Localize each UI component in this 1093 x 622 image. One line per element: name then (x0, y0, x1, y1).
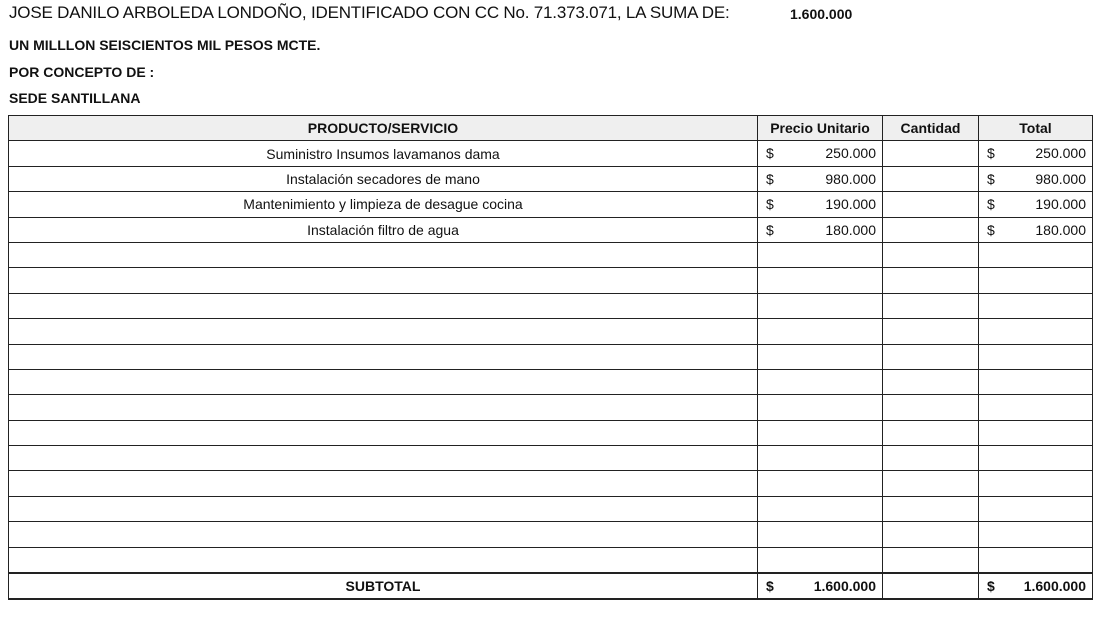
item-description: Suministro Insumos lavamanos dama (9, 141, 758, 166)
empty-cell (979, 446, 1093, 471)
total-cell (979, 166, 1093, 191)
empty-cell (979, 395, 1093, 420)
table-header-row (9, 116, 1093, 141)
quantity-cell (883, 166, 979, 191)
empty-row (9, 496, 1093, 521)
amount-value: 180.000 (1035, 221, 1086, 238)
empty-cell (9, 395, 758, 420)
currency-symbol: $ (766, 196, 774, 213)
empty-cell (979, 344, 1093, 369)
empty-cell (9, 369, 758, 394)
amount-value: 190.000 (1035, 196, 1086, 213)
empty-cell (758, 471, 883, 496)
empty-cell (9, 344, 758, 369)
empty-cell (979, 471, 1093, 496)
column-header-unit-price: Precio Unitario (758, 116, 883, 141)
empty-cell (883, 522, 979, 547)
site-name: SEDE SANTILLANA (9, 90, 141, 106)
empty-row (9, 344, 1093, 369)
empty-row (9, 268, 1093, 293)
empty-cell (883, 420, 979, 445)
empty-cell (979, 319, 1093, 344)
table-row (9, 166, 1093, 191)
empty-cell (883, 268, 979, 293)
concept-label: POR CONCEPTO DE : (9, 64, 155, 80)
empty-cell (758, 293, 883, 318)
empty-cell (758, 242, 883, 267)
empty-cell (979, 496, 1093, 521)
currency-symbol: $ (987, 578, 995, 595)
empty-cell (883, 496, 979, 521)
empty-cell (979, 547, 1093, 573)
empty-cell (979, 522, 1093, 547)
currency-symbol: $ (766, 578, 774, 595)
empty-cell (979, 242, 1093, 267)
amount-value: 180.000 (825, 221, 876, 238)
currency-symbol: $ (766, 145, 774, 162)
subtotal-label: SUBTOTAL (9, 573, 758, 599)
unit-price-cell (758, 166, 883, 191)
empty-cell (758, 446, 883, 471)
empty-cell (758, 420, 883, 445)
invoice-table (8, 115, 1093, 600)
empty-cell (758, 395, 883, 420)
empty-cell (758, 547, 883, 573)
empty-cell (979, 293, 1093, 318)
empty-row (9, 522, 1093, 547)
payee-statement: JOSE DANILO ARBOLEDA LONDOÑO, IDENTIFICADO CON CC No. 71.373.071, LA SUMA DE: (9, 3, 730, 22)
currency-symbol: $ (766, 221, 774, 238)
empty-row (9, 420, 1093, 445)
currency-symbol: $ (766, 170, 774, 187)
empty-cell (9, 268, 758, 293)
total-cell (979, 192, 1093, 217)
empty-row (9, 369, 1093, 394)
unit-price-cell (758, 217, 883, 242)
quantity-cell (883, 141, 979, 166)
empty-row (9, 395, 1093, 420)
empty-row (9, 242, 1093, 267)
empty-cell (758, 319, 883, 344)
unit-price-cell (758, 192, 883, 217)
amount-value: 190.000 (825, 196, 876, 213)
amount-value: 250.000 (825, 145, 876, 162)
empty-cell (758, 369, 883, 394)
empty-cell (9, 242, 758, 267)
quantity-cell (883, 192, 979, 217)
subtotal-unit-cell (758, 573, 883, 599)
empty-cell (758, 496, 883, 521)
column-header-total: Total (979, 116, 1093, 141)
column-header-product: PRODUCTO/SERVICIO (9, 116, 758, 141)
currency-symbol: $ (987, 196, 995, 213)
subtotal-total-cell (979, 573, 1093, 599)
empty-cell (883, 242, 979, 267)
empty-row (9, 471, 1093, 496)
table-body (9, 141, 1093, 600)
amount-value: 1.600.000 (1023, 578, 1086, 595)
currency-symbol: $ (987, 145, 995, 162)
amount-value: 1.600.000 (813, 578, 876, 595)
empty-row (9, 547, 1093, 573)
item-description: Instalación secadores de mano (9, 166, 758, 191)
amount-value: 980.000 (825, 170, 876, 187)
empty-cell (9, 446, 758, 471)
subtotal-quantity (883, 573, 979, 599)
table-row (9, 217, 1093, 242)
total-cell (979, 141, 1093, 166)
empty-cell (883, 344, 979, 369)
empty-row (9, 293, 1093, 318)
empty-cell (9, 522, 758, 547)
empty-cell (758, 344, 883, 369)
column-header-quantity: Cantidad (883, 116, 979, 141)
empty-cell (979, 268, 1093, 293)
quantity-cell (883, 217, 979, 242)
item-description: Mantenimiento y limpieza de desague cocina (9, 192, 758, 217)
empty-cell (883, 369, 979, 394)
empty-cell (9, 471, 758, 496)
empty-cell (979, 420, 1093, 445)
empty-cell (9, 420, 758, 445)
empty-cell (883, 319, 979, 344)
total-cell (979, 217, 1093, 242)
empty-cell (883, 293, 979, 318)
subtotal-row (9, 573, 1093, 599)
unit-price-cell (758, 141, 883, 166)
total-amount: 1.600.000 (790, 6, 853, 22)
currency-symbol: $ (987, 221, 995, 238)
empty-row (9, 446, 1093, 471)
item-description: Instalación filtro de agua (9, 217, 758, 242)
empty-cell (979, 369, 1093, 394)
amount-in-words: UN MILLLON SEISCIENTOS MIL PESOS MCTE. (9, 37, 321, 53)
table-row (9, 141, 1093, 166)
amount-value: 980.000 (1035, 170, 1086, 187)
empty-cell (9, 547, 758, 573)
currency-symbol: $ (987, 170, 995, 187)
empty-row (9, 319, 1093, 344)
empty-cell (9, 496, 758, 521)
empty-cell (883, 446, 979, 471)
empty-cell (9, 319, 758, 344)
empty-cell (9, 293, 758, 318)
empty-cell (883, 395, 979, 420)
empty-cell (758, 268, 883, 293)
empty-cell (758, 522, 883, 547)
empty-cell (883, 547, 979, 573)
table-row (9, 192, 1093, 217)
empty-cell (883, 471, 979, 496)
amount-value: 250.000 (1035, 145, 1086, 162)
